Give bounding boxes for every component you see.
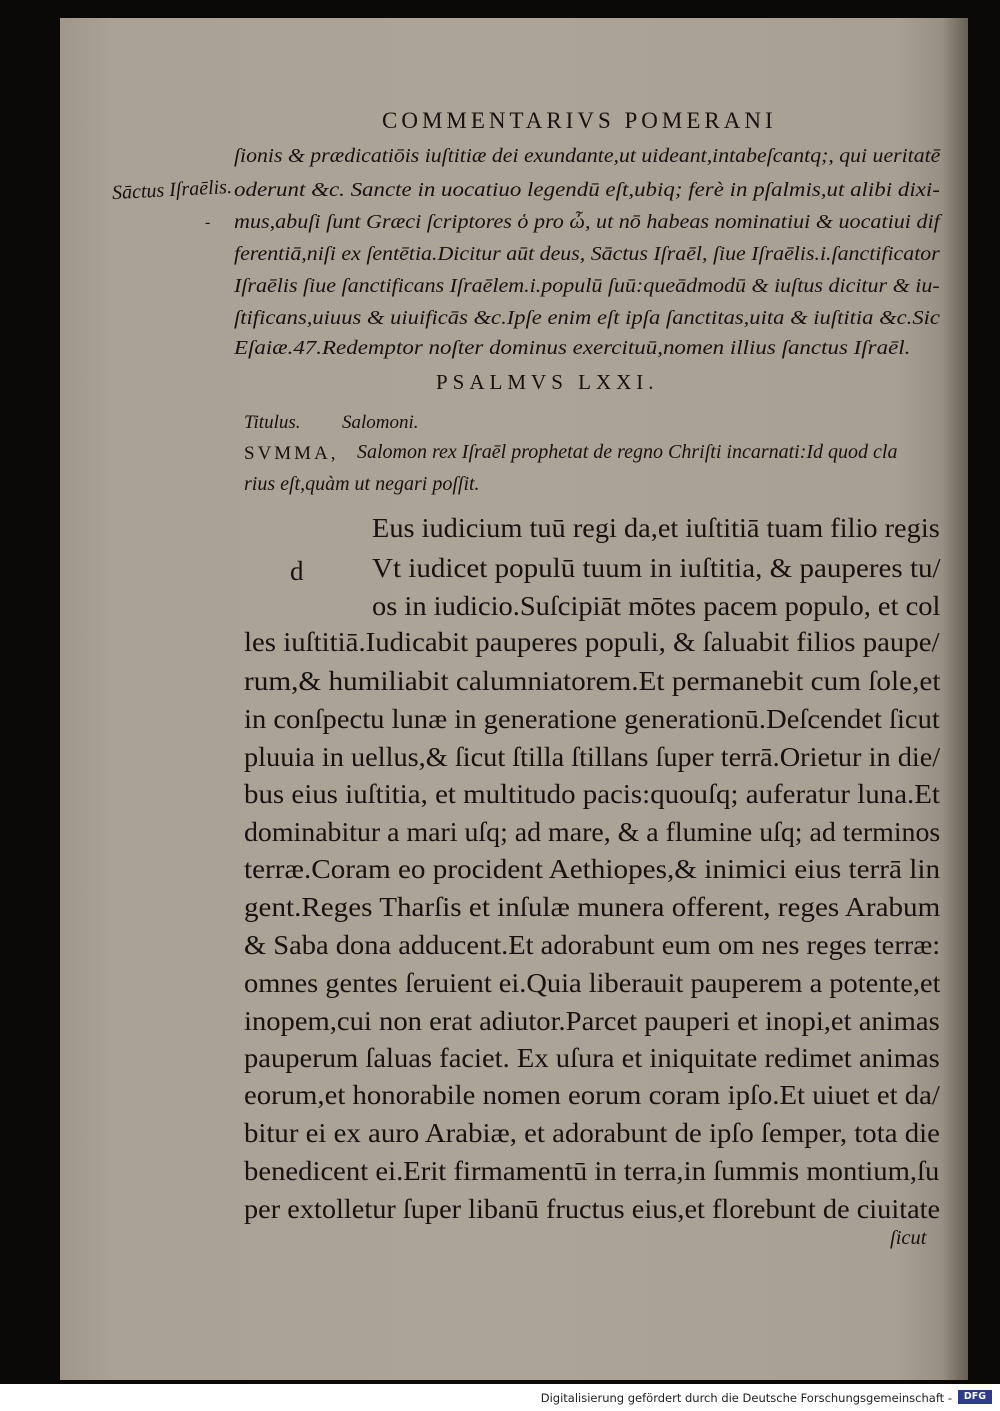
marginal-letter: d [290, 556, 304, 586]
commentary-line: ferentiā,niſi ex ſentētia.Dicitur aūt deus, Sāctus Iſraēl, ſiue Iſraēlis.i.ſanctificator [234, 243, 940, 265]
summa-text: rius eſt,quàm ut negari poſſit. [244, 473, 480, 495]
commentary-line: Iſraēlis ſiue ſanctificans Iſraēlem.i.populū ſuū:queādmodū & iuſtus dicitur & iu- [234, 275, 940, 297]
psalm-line: terræ.Coram eo procident Aethiopes,& inimici eius terrā lin [244, 853, 941, 884]
psalm-line: benedicent ei.Erit firmamentū in terra,in ſummis montium,ſu [244, 1155, 940, 1186]
titulus-value: Salomoni. [342, 412, 419, 433]
dfg-logo-icon: DFG [958, 1390, 992, 1404]
psalm-line: inopem,cui non erat adiutor.Parcet pauperi et inopi,et animas [244, 1005, 940, 1036]
psalm-heading: PSALMVS LXXI. [436, 370, 659, 394]
psalm-line: eorum,et honorabile nomen eorum coram ipſo.Et uiuet et da/ [244, 1079, 940, 1110]
psalm-line: gent.Reges Tharſis et inſulæ munera offerent, reges Arabum [244, 891, 941, 922]
catchword: ſicut [890, 1227, 927, 1249]
footer-bar [0, 1384, 1000, 1411]
psalm-line: rum,& humiliabit calumniatorem.Et permanebit cum ſole,et [244, 665, 941, 696]
psalm-line: per extolletur ſuper libanū fructus eius,et florebunt de ciuitate [244, 1193, 941, 1224]
psalm-line: les iuſtitiā.Iudicabit pauperes populi, & ſaluabit filios paupe/ [244, 626, 940, 657]
psalm-line: pluuia in uellus,& ſicut ſtilla ſtillans ſuper terrā.Orietur in die/ [244, 741, 941, 772]
summa-text: Salomon rex Iſraēl prophetat de regno Chriſti incarnati:Id quod cla [357, 441, 898, 463]
running-head: COMMENTARIVS POMERANI [382, 108, 777, 133]
psalm-line: dominabitur a mari uſq; ad mare, & a flumine uſq; ad terminos [244, 816, 941, 847]
margin-dash: - [205, 214, 211, 231]
psalm-line: in conſpectu lunæ in generatione generationū.Deſcendet ſicut [244, 703, 940, 734]
commentary-line: ſtificans,uiuus & uiuificās &c.Ipſe enim eſt ipſa ſanctitas,uita & iuſtitia &c.Sic [234, 307, 940, 329]
margin-note: Sāctus Iſraēlis. [111, 175, 233, 205]
commentary-line: mus,abuſi ſunt Græci ſcriptores ὁ pro ὦ, ut nō habeas nominatiui & uocatiui dif [234, 211, 940, 233]
titulus-label: Titulus. [244, 412, 301, 433]
footer-credit: Digitalisierung gefördert durch die Deutsche Forschungsgemeinschaft - [540, 1391, 952, 1405]
psalm-line: os in iudicio.Suſcipiāt mōtes pacem populo, et col [372, 590, 941, 621]
commentary-line: ſionis & prædicatiōis iuſtitiæ dei exundante,ut uideant,intabeſcantq;, qui ueritatē [234, 145, 941, 167]
psalm-line: Vt iudicet populū tuum in iuſtitia, & pauperes tu/ [372, 552, 941, 583]
commentary-line: Eſaiæ.47.Redemptor noſter dominus exercituū,nomen illius ſanctus Iſraēl. [234, 337, 911, 359]
summa-label: SVMMA, [244, 443, 339, 464]
commentary-line: oderunt &c. Sancte in uocatiuo legendū eſt,ubiq; ferè in pſalmis,ut alibi dixi- [234, 179, 940, 201]
psalm-line: bitur ei ex auro Arabiæ, et adorabunt de ipſo ſemper, tota die [244, 1117, 940, 1148]
psalm-line: bus eius iuſtitia, et multitudo pacis:quouſq; auferatur luna.Et [244, 778, 940, 809]
psalm-line: Eus iudicium tuū regi da,et iuſtitiā tuam filio regis [372, 512, 940, 543]
psalm-line: pauperum ſaluas faciet. Ex uſura et iniquitate redimet animas [244, 1042, 940, 1073]
psalm-line: & Saba dona adducent.Et adorabunt eum om nes reges terræ: [244, 929, 941, 960]
psalm-line: omnes gentes ſeruient ei.Quia liberauit pauperem a potente,et [244, 967, 941, 998]
